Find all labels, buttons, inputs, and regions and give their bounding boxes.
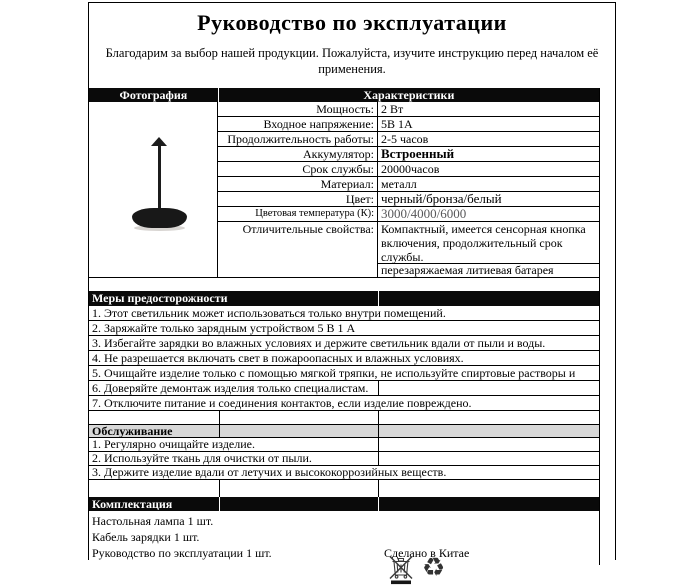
precaution-item: 5. Очищайте изделие только с помощью мягкой тряпки, не используйте спиртовые растворы и [89, 366, 599, 381]
compliance-icons [387, 553, 445, 586]
table-lamp-image [89, 102, 217, 277]
column-divider [378, 425, 379, 437]
precaution-item: 3. Избегайте зарядки во влажных условиях и держите светильник вдали от пыли и воды. [89, 336, 599, 351]
page-subtitle: Благодарим за выбор нашей продукции. Пожалуйста, изучите инструкцию перед началом её применения. [105, 46, 599, 76]
package-item: Настольная лампа 1 шт. [92, 514, 214, 528]
recycling-icon: ♻ [422, 553, 446, 583]
spec-value: металл [381, 177, 417, 191]
column-divider [378, 291, 379, 306]
spec-value: 20000часов [381, 162, 440, 176]
spec-label: Цвет: [218, 192, 378, 206]
precaution-item: 2. Заряжайте только зарядным устройством 5 В 1 А [89, 321, 599, 336]
product-photo-cell [89, 102, 218, 277]
spec-label: Входное напряжение: [218, 117, 378, 131]
column-divider [378, 497, 379, 511]
spec-row-input-voltage [218, 117, 599, 132]
spec-row-battery-type [218, 264, 599, 277]
spec-label: Продолжительность работы: [218, 132, 378, 146]
package-item: Кабель зарядки 1 шт. [92, 530, 200, 544]
maintenance-item: 3. Держите изделие вдали от летучих и высококоррозийных веществ. [89, 466, 599, 480]
column-divider [378, 381, 379, 395]
spec-row-runtime [218, 132, 599, 147]
column-divider [219, 480, 220, 497]
maintenance-item-text: 2. Используйте ткань для очистки от пыли. [92, 451, 312, 465]
photo-column-header: Фотография [89, 88, 219, 102]
spec-rows [218, 102, 599, 277]
spec-row-battery [218, 147, 599, 162]
spacer-row [89, 278, 599, 291]
page-title: Руководство по эксплуатации [197, 10, 507, 35]
column-divider [219, 411, 220, 424]
precaution-item [89, 381, 599, 396]
weee-crossed-bin-icon [387, 553, 415, 586]
spec-row-color-temperature [218, 207, 599, 222]
maintenance-item [89, 438, 599, 452]
made-in-label: Сделано в Китае [384, 546, 470, 560]
spec-table-header [89, 88, 599, 102]
spec-value: 3000/4000/6000 [381, 206, 467, 221]
spec-value: перезаряжаемая литиевая батарея [381, 263, 554, 277]
title-block [89, 3, 615, 88]
spec-value: 2 Вт [381, 102, 404, 116]
spec-value: черный/бронза/белый [381, 191, 502, 206]
column-divider [378, 411, 379, 424]
characteristics-column-header: Характеристики [363, 88, 455, 102]
column-divider [378, 438, 379, 451]
spec-label: Отличительные свойства: [218, 222, 378, 264]
lamp-pole-icon [158, 145, 161, 213]
column-divider [378, 452, 379, 465]
spec-value: 2-5 часов [381, 132, 429, 146]
spec-label: Аккумулятор: [218, 147, 378, 161]
column-divider [378, 480, 379, 497]
spec-label: Цветовая температура (К): [218, 207, 378, 221]
precaution-item: 1. Этот светильник может использоваться только внутри помещений. [89, 306, 599, 321]
spec-value: Встроенный [381, 146, 455, 161]
spec-value: Компактный, имеется сенсорная кнопка включения, продолжительный срок службы. [378, 222, 599, 264]
spec-label: Срок службы: [218, 162, 378, 176]
column-divider [219, 497, 220, 511]
package-section-header [89, 497, 599, 511]
maintenance-item [89, 452, 599, 466]
manual-table [89, 88, 600, 565]
precaution-item-text: 6. Доверяйте демонтаж изделия только специалистам. [92, 381, 369, 395]
manual-document [88, 2, 616, 583]
precaution-item: 7. Отключите питание и соединения контактов, если изделие повреждено. [89, 396, 599, 411]
spec-row-power [218, 102, 599, 117]
package-contents [89, 511, 599, 565]
package-item: Руководство по эксплуатации 1 шт. [92, 546, 272, 560]
spec-row-features [218, 222, 599, 264]
spec-label: Мощность: [218, 102, 378, 116]
spec-label: Материал: [218, 177, 378, 191]
spec-row-material [218, 177, 599, 192]
lamp-base-icon [132, 208, 187, 228]
spec-row-color [218, 192, 599, 207]
spec-table-body [89, 102, 599, 278]
package-header-label: Комплектация [92, 497, 173, 511]
precautions-section-header [89, 291, 599, 306]
spec-value: 5В 1А [381, 117, 413, 131]
maintenance-item-text: 1. Регулярно очищайте изделие. [92, 437, 255, 451]
spacer-row [89, 480, 599, 497]
spec-label [218, 264, 378, 277]
maintenance-section-header [89, 424, 599, 438]
spec-row-lifetime [218, 162, 599, 177]
maintenance-header-label: Обслуживание [92, 424, 173, 438]
precaution-item: 4. Не разрешается включать свет в пожароопасных и влажных условиях. [89, 351, 599, 366]
spacer-row [89, 411, 599, 424]
column-divider [219, 425, 220, 437]
precautions-header-label: Меры предосторожности [92, 291, 228, 305]
